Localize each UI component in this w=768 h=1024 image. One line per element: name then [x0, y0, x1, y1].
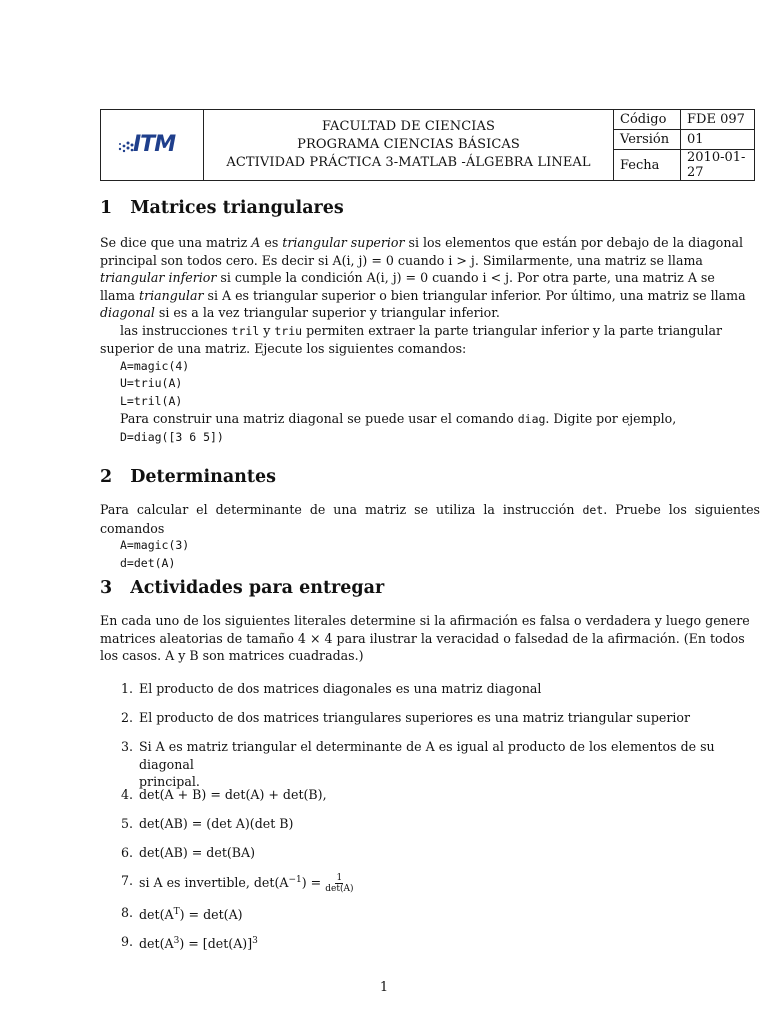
code-line: L=tril(A) [120, 393, 183, 408]
meta-label: Versión [614, 130, 681, 149]
emphasis: triangular inferior [100, 270, 217, 285]
list-item [110, 709, 730, 727]
paragraph-line: superior de una matriz. Ejecute los siguientes comandos: [100, 341, 467, 356]
text: y [259, 322, 275, 338]
section-title: Matrices triangulares [130, 198, 344, 218]
text: si A es triangular superior o bien triangular inferior. Por último, una matriz se llama [203, 287, 746, 303]
text: . Pruebe los siguientes comandos [100, 502, 760, 536]
list-number: 7. [120, 873, 133, 888]
section-2 [100, 467, 760, 487]
fraction-denominator: det(A) [325, 884, 354, 895]
text: Se dice que una matriz [100, 235, 252, 250]
paragraph-line [100, 234, 760, 252]
code-inline: triu [274, 323, 303, 338]
list-number: 2. [120, 710, 133, 725]
paragraph-line [100, 322, 760, 341]
code-line: U=triu(A) [120, 376, 183, 390]
list-text: det(A + B) = det(A) + det(B), [139, 787, 327, 802]
logo-cell [101, 110, 204, 180]
paragraph-line [100, 304, 760, 322]
paragraph-line: principal son todos cero. Es decir si A(i, j) = 0 cuando i > j. Similarmente, una matriz se llama [100, 252, 703, 268]
section-1-body [100, 234, 760, 446]
text: es [260, 235, 283, 250]
meta-row-date [614, 150, 754, 180]
formula-part: ) = det(A) [179, 907, 243, 923]
formula-part: ) = [301, 875, 326, 891]
list-text [139, 904, 730, 924]
code-line: D=diag([3 6 5]) [120, 429, 224, 444]
math-var: A [251, 235, 261, 250]
section-1 [100, 198, 760, 218]
meta-row-code [614, 110, 754, 130]
section-heading [100, 198, 760, 218]
fraction [325, 873, 353, 894]
list-item [110, 680, 730, 698]
code-line: A=magic(3) [120, 538, 190, 552]
header-line-faculty: FACULTAD DE CIENCIAS [321, 119, 496, 134]
list-number: 1. [120, 681, 133, 696]
list-item [110, 872, 730, 894]
list-text [139, 933, 730, 953]
section-heading [100, 578, 760, 598]
meta-label: Fecha [614, 150, 681, 180]
emphasis: triangular [139, 287, 204, 303]
code-line: d=det(A) [120, 555, 176, 570]
paragraph-line [100, 269, 760, 287]
text: las instrucciones [120, 322, 232, 338]
superscript: 3 [252, 936, 258, 946]
list-text: El producto de dos matrices triangulares superiores es una matriz triangular superior [139, 710, 691, 725]
list-item [110, 738, 730, 791]
paragraph-line [100, 410, 760, 429]
meta-label: Código [614, 110, 681, 129]
list-number: 9. [120, 934, 133, 949]
code-inline: tril [231, 323, 260, 338]
text: llama [100, 287, 140, 303]
text: Para construir una matriz diagonal se puede usar el comando [120, 411, 518, 426]
itm-logo [117, 130, 187, 160]
list-text [139, 872, 730, 894]
paragraph-line [100, 287, 760, 305]
formula-part: det(A [139, 907, 174, 923]
formula-part: si A es invertible, det(A [139, 875, 289, 891]
text: si los elementos que están por debajo de la diagonal [404, 235, 744, 250]
page-number: 1 [379, 980, 389, 995]
list-text-line: Si A es matriz triangular el determinante de A es igual al producto de los elementos de su diagonal [139, 739, 715, 772]
list-text: det(AB) = (det A)(det B) [139, 816, 294, 831]
meta-value: 01 [687, 132, 704, 147]
paragraph-line: matrices aleatorias de tamaño 4 × 4 para ilustrar la veracidad o falsedad de la afirmación. (En todos [100, 630, 745, 646]
list-item [110, 933, 730, 953]
paragraph-line: los casos. A y B son matrices cuadradas.) [100, 648, 364, 663]
text: si cumple la condición A(i, j) = 0 cuando i < j. Por otra parte, una matriz A se [216, 270, 715, 285]
text: permiten extraer la parte triangular inferior y la parte triangular [302, 322, 723, 338]
text: Para calcular el determinante de una matriz se utiliza la instrucción [100, 502, 583, 517]
meta-row-version [614, 130, 754, 150]
section-heading [100, 467, 760, 487]
code-inline: diag [517, 412, 546, 426]
list-item [110, 904, 730, 924]
emphasis: diagonal [100, 305, 155, 320]
header-line-program: PROGRAMA CIENCIAS BÁSICAS [297, 137, 520, 152]
paragraph-line: En cada uno de los siguientes literales determine si la afirmación es falsa o verdadera y luego genere [100, 613, 750, 628]
list-item [110, 786, 730, 804]
meta-value: 2010-01-27 [687, 150, 746, 180]
list-item [110, 815, 730, 833]
list-text: det(AB) = det(BA) [139, 845, 256, 860]
section-number: 1 [100, 198, 113, 218]
section-title: Actividades para entregar [130, 578, 385, 598]
list-number: 5. [120, 816, 133, 831]
list-number: 3. [120, 739, 133, 754]
emphasis: triangular superior [282, 235, 405, 250]
fraction-numerator: 1 [336, 873, 343, 884]
superscript: T [173, 907, 180, 917]
text: . Digite por ejemplo, [545, 411, 677, 426]
section-number: 3 [100, 578, 113, 598]
superscript: −1 [288, 875, 302, 885]
text: si es a la vez triangular superior y triangular inferior. [154, 305, 500, 320]
formula-part: det(A [139, 936, 174, 952]
header-line-activity: ACTIVIDAD PRÁCTICA 3-MATLAB -ÁLGEBRA LINEAL [226, 155, 591, 170]
list-number: 4. [120, 787, 133, 802]
section-2-body [100, 501, 760, 572]
code-line: A=magic(4) [120, 358, 190, 373]
header-title-block [204, 110, 614, 180]
list-number: 8. [120, 905, 133, 920]
list-text-line: principal. [139, 774, 200, 789]
section-number: 2 [100, 467, 113, 487]
list-text: El producto de dos matrices diagonales es una matriz diagonal [139, 681, 542, 696]
paragraph-line [100, 501, 760, 537]
section-3-intro [100, 612, 760, 665]
section-3 [100, 578, 760, 598]
header-meta [614, 110, 754, 180]
formula-part: ) = [det(A)] [179, 936, 253, 952]
list-item [110, 844, 730, 862]
superscript: 3 [173, 936, 180, 946]
list-text [139, 738, 730, 791]
meta-value: FDE 097 [687, 112, 745, 127]
list-number: 6. [120, 845, 133, 860]
code-inline: det [582, 503, 604, 517]
logo-text: ITM [133, 132, 176, 157]
section-title: Determinantes [130, 467, 276, 487]
header-table [100, 109, 755, 181]
